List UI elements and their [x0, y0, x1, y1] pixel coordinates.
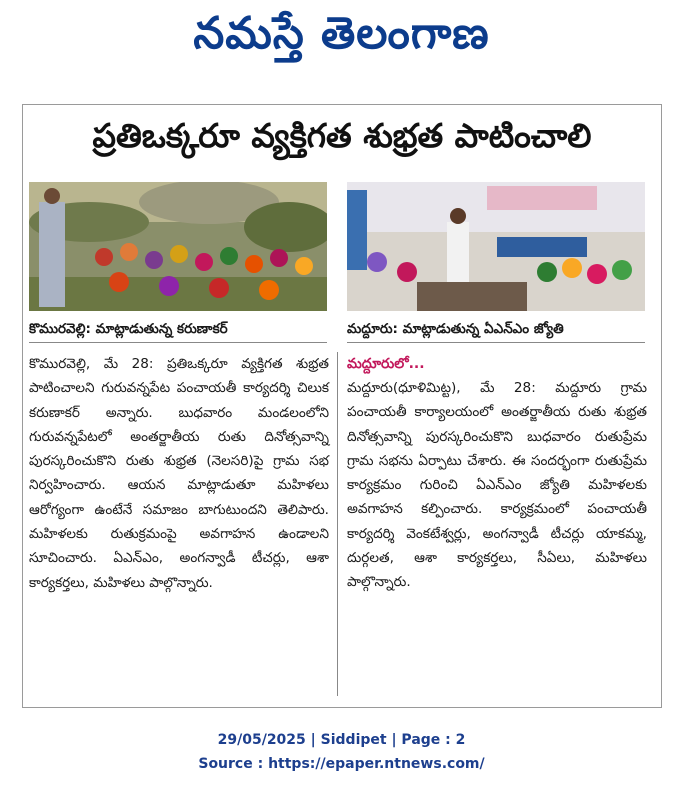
right-photo-caption: మద్దూరు: మాట్లాడుతున్న ఏఎన్ఎం జ్యోతి: [347, 316, 645, 343]
right-photo: [347, 182, 645, 311]
footer-source-line: Source : https://epaper.ntnews.com/: [198, 756, 485, 772]
left-article: [29, 352, 329, 595]
right-article-body: మద్దూరు(ధూళిమిట్ట), మే 28: మద్దూరు గ్రామ పంచాయతీ కార్యాలయంలో అంతర్జాతీయ రుతు శుభ్రత దినోత్సవాన్ని పురస్కరించుకొని బుధవారం రుతుప్రేమ గ్రామ సభను ఏర్పాటు చేశారు. ఈ సందర్భంగా రుతుప్రేమ కార్యక్రమం గురించి ఏఎన్ఎం జ్యోతి మహిళలకు అవగాహన కల్పించారు. కార్యక్రమంలో పంచాయతీ కార్యదర్శి వెంకటేశ్వర్లు, అంగన్వాడీ టీచర్లు యాకమ్మ, దుర్గలత, ఆశా కార్యకర్తలు, సీఏలు, మహిళలు పాల్గొన్నారు.: [347, 380, 647, 591]
left-photo-caption: కొమురవెల్లి: మాట్లాడుతున్న కరుణాకర్: [29, 316, 327, 343]
right-article-subhead: మద్దూరులో...: [347, 356, 425, 372]
left-article-body: కొమురవెల్లి, మే 28: ప్రతిఒక్కరూ వ్యక్తిగత శుభ్రత పాటించాలని గురువన్నపేట పంచాయతీ కార్యదర్శి చిలుక కరుణాకర్ అన్నారు. బుధవారం మండలంలోని గురువన్నపేటలో అంతర్జాతీయ రుతు దినోత్సవాన్ని పురస్కరించుకొని రుతు శుభ్రత (నెలసరి)పై గ్రామ సభ నిర్వహించారు. ఆయన మాట్లాడుతూ మహిళలు ఆరోగ్యంగా ఉంటేనే సమాజం బాగుటుందని తెలిపారు. మహిళలకు రుతుక్రమంపై అవగాహన ఉండాలని సూచించారు. ఏఎన్ఎం, అంగన్వాడీ టీచర్లు, ఆశా కార్యకర్తలు, మహిళలు పాల్గొన్నారు.: [29, 356, 329, 591]
column-divider: [337, 352, 338, 696]
left-photo: [29, 182, 327, 311]
newspaper-title: నమస్తే తెలంగాణ: [193, 8, 490, 59]
masthead: [0, 0, 683, 86]
article-headline: ప్రతిఒక్కరూ వ్యక్తిగత శుభ్రత పాటించాలి: [92, 116, 592, 155]
right-article: [347, 352, 647, 595]
footer-date-line: 29/05/2025 | Siddipet | Page : 2: [217, 732, 466, 748]
